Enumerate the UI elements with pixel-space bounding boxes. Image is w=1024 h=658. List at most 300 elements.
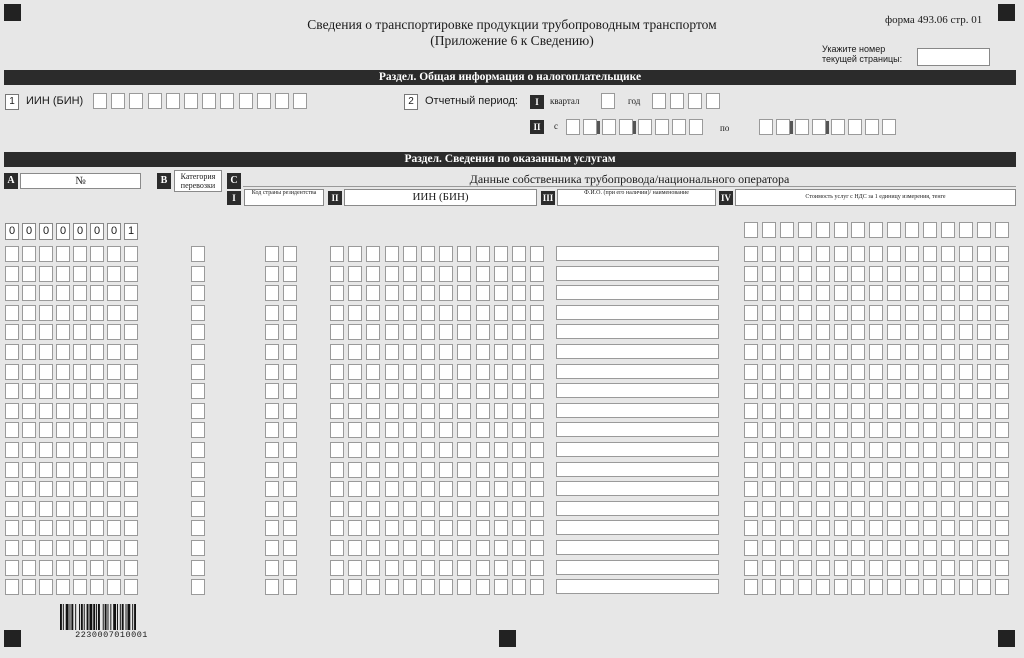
row-number-cell[interactable] xyxy=(124,285,138,301)
owner-iin-cell[interactable] xyxy=(385,520,399,536)
service-cost-digit-cell[interactable] xyxy=(959,383,973,399)
owner-iin-cell[interactable] xyxy=(421,579,435,595)
row-number-cell[interactable] xyxy=(90,501,104,517)
row-number-cell[interactable] xyxy=(22,305,36,321)
owner-iin-cell[interactable] xyxy=(457,266,471,282)
owner-iin-cell[interactable] xyxy=(457,285,471,301)
owner-iin-cell[interactable] xyxy=(512,422,526,438)
owner-name-field[interactable] xyxy=(556,344,719,359)
row-number-cell[interactable] xyxy=(22,560,36,576)
service-cost-digit-cell[interactable] xyxy=(977,246,991,262)
row-number-cell[interactable] xyxy=(90,540,104,556)
owner-iin-cell[interactable] xyxy=(348,344,362,360)
service-cost-digit-cell[interactable] xyxy=(905,560,919,576)
transport-category-cell[interactable] xyxy=(191,520,205,536)
owner-name-field[interactable] xyxy=(556,462,719,477)
service-cost-digit-cell[interactable] xyxy=(977,540,991,556)
row-number-cell[interactable] xyxy=(90,422,104,438)
owner-iin-cell[interactable] xyxy=(403,344,417,360)
service-cost-digit-cell[interactable] xyxy=(977,442,991,458)
service-cost-digit-cell[interactable] xyxy=(744,266,758,282)
service-cost-digit-cell[interactable] xyxy=(762,305,776,321)
service-cost-digit-cell[interactable] xyxy=(887,481,901,497)
owner-iin-cell[interactable] xyxy=(330,305,344,321)
owner-iin-cell[interactable] xyxy=(421,442,435,458)
service-cost-digit-cell[interactable] xyxy=(995,324,1009,340)
service-cost-digit-cell[interactable] xyxy=(923,540,937,556)
service-cost-digit-cell[interactable] xyxy=(798,520,812,536)
service-cost-digit-cell[interactable] xyxy=(959,246,973,262)
owner-iin-cell[interactable] xyxy=(348,364,362,380)
service-cost-digit-cell[interactable] xyxy=(959,579,973,595)
transport-category-cell[interactable] xyxy=(191,442,205,458)
row-number-cell[interactable] xyxy=(39,305,53,321)
row-number-cell[interactable] xyxy=(73,324,87,340)
service-cost-digit-cell[interactable] xyxy=(905,579,919,595)
owner-iin-cell[interactable] xyxy=(494,560,508,576)
year-digit-cell[interactable] xyxy=(688,93,702,109)
service-cost-digit-cell[interactable] xyxy=(923,383,937,399)
row-number-cell[interactable] xyxy=(5,579,19,595)
owner-name-field[interactable] xyxy=(556,383,719,398)
owner-iin-cell[interactable] xyxy=(457,364,471,380)
owner-iin-cell[interactable] xyxy=(330,403,344,419)
period-to-digit-cell[interactable] xyxy=(848,119,862,135)
row-number-cell[interactable] xyxy=(5,481,19,497)
row-number-cell[interactable] xyxy=(39,462,53,478)
row-number-cell[interactable] xyxy=(22,266,36,282)
owner-iin-cell[interactable] xyxy=(366,462,380,478)
service-cost-digit-cell[interactable] xyxy=(816,560,830,576)
service-cost-digit-cell[interactable] xyxy=(834,383,848,399)
service-cost-digit-cell[interactable] xyxy=(923,266,937,282)
row-number-cell[interactable] xyxy=(107,422,121,438)
owner-iin-cell[interactable] xyxy=(403,324,417,340)
service-cost-digit-cell[interactable] xyxy=(959,222,973,238)
row-number-cell[interactable] xyxy=(22,520,36,536)
service-cost-digit-cell[interactable] xyxy=(977,403,991,419)
owner-iin-cell[interactable] xyxy=(385,324,399,340)
transport-category-cell[interactable] xyxy=(191,383,205,399)
owner-iin-cell[interactable] xyxy=(330,246,344,262)
service-cost-digit-cell[interactable] xyxy=(887,324,901,340)
row-number-cell[interactable] xyxy=(73,442,87,458)
service-cost-digit-cell[interactable] xyxy=(762,462,776,478)
country-code-cell[interactable] xyxy=(265,324,279,340)
country-code-cell[interactable] xyxy=(265,579,279,595)
country-code-cell[interactable] xyxy=(283,560,297,576)
service-cost-digit-cell[interactable] xyxy=(816,481,830,497)
service-cost-digit-cell[interactable] xyxy=(834,266,848,282)
service-cost-digit-cell[interactable] xyxy=(780,222,794,238)
owner-iin-cell[interactable] xyxy=(385,501,399,517)
service-cost-digit-cell[interactable] xyxy=(744,520,758,536)
owner-iin-cell[interactable] xyxy=(366,344,380,360)
row-number-cell[interactable] xyxy=(39,344,53,360)
owner-iin-cell[interactable] xyxy=(385,560,399,576)
service-cost-digit-cell[interactable] xyxy=(869,520,883,536)
owner-iin-cell[interactable] xyxy=(476,403,490,419)
row-number-cell[interactable] xyxy=(56,246,70,262)
owner-iin-cell[interactable] xyxy=(421,462,435,478)
row-number-cell[interactable] xyxy=(90,324,104,340)
transport-category-cell[interactable] xyxy=(191,579,205,595)
service-cost-digit-cell[interactable] xyxy=(744,540,758,556)
owner-iin-cell[interactable] xyxy=(421,540,435,556)
transport-category-cell[interactable] xyxy=(191,481,205,497)
service-cost-digit-cell[interactable] xyxy=(905,383,919,399)
row-number-cell[interactable] xyxy=(124,540,138,556)
owner-iin-cell[interactable] xyxy=(439,462,453,478)
owner-iin-cell[interactable] xyxy=(348,266,362,282)
row-number-cell[interactable] xyxy=(56,540,70,556)
owner-iin-cell[interactable] xyxy=(494,442,508,458)
service-cost-digit-cell[interactable] xyxy=(780,403,794,419)
service-cost-digit-cell[interactable] xyxy=(780,383,794,399)
service-cost-digit-cell[interactable] xyxy=(977,560,991,576)
service-cost-digit-cell[interactable] xyxy=(869,540,883,556)
service-cost-digit-cell[interactable] xyxy=(798,305,812,321)
service-cost-digit-cell[interactable] xyxy=(995,305,1009,321)
service-cost-digit-cell[interactable] xyxy=(816,324,830,340)
service-cost-digit-cell[interactable] xyxy=(816,422,830,438)
owner-name-field[interactable] xyxy=(556,501,719,516)
service-cost-digit-cell[interactable] xyxy=(941,383,955,399)
owner-iin-cell[interactable] xyxy=(512,403,526,419)
service-cost-digit-cell[interactable] xyxy=(798,540,812,556)
service-cost-digit-cell[interactable] xyxy=(941,246,955,262)
row-number-cell[interactable] xyxy=(73,246,87,262)
row-number-cell[interactable] xyxy=(90,305,104,321)
row-number-cell[interactable] xyxy=(56,442,70,458)
service-cost-digit-cell[interactable] xyxy=(834,520,848,536)
row-number-cell[interactable] xyxy=(5,462,19,478)
service-cost-digit-cell[interactable] xyxy=(744,501,758,517)
service-cost-digit-cell[interactable] xyxy=(995,364,1009,380)
service-cost-digit-cell[interactable] xyxy=(887,364,901,380)
service-cost-digit-cell[interactable] xyxy=(780,540,794,556)
owner-iin-cell[interactable] xyxy=(366,442,380,458)
owner-iin-cell[interactable] xyxy=(330,266,344,282)
owner-iin-cell[interactable] xyxy=(512,246,526,262)
service-cost-digit-cell[interactable] xyxy=(816,222,830,238)
owner-iin-cell[interactable] xyxy=(385,422,399,438)
service-cost-digit-cell[interactable] xyxy=(995,520,1009,536)
row-number-cell[interactable] xyxy=(39,579,53,595)
owner-iin-cell[interactable] xyxy=(366,540,380,556)
year-digit-cell[interactable] xyxy=(706,93,720,109)
service-cost-digit-cell[interactable] xyxy=(834,285,848,301)
country-code-cell[interactable] xyxy=(265,520,279,536)
owner-iin-cell[interactable] xyxy=(512,481,526,497)
year-digit-cell[interactable] xyxy=(670,93,684,109)
service-cost-digit-cell[interactable] xyxy=(744,403,758,419)
service-cost-digit-cell[interactable] xyxy=(959,560,973,576)
owner-iin-cell[interactable] xyxy=(330,442,344,458)
service-cost-digit-cell[interactable] xyxy=(905,285,919,301)
service-cost-digit-cell[interactable] xyxy=(780,344,794,360)
owner-iin-cell[interactable] xyxy=(512,520,526,536)
country-code-cell[interactable] xyxy=(283,364,297,380)
quarter-input[interactable] xyxy=(601,93,615,109)
row-number-cell[interactable] xyxy=(56,285,70,301)
row-number-cell[interactable] xyxy=(39,540,53,556)
owner-iin-cell[interactable] xyxy=(494,403,508,419)
row-number-cell[interactable] xyxy=(90,364,104,380)
row-number-cell[interactable] xyxy=(124,324,138,340)
service-cost-digit-cell[interactable] xyxy=(905,246,919,262)
service-cost-digit-cell[interactable] xyxy=(959,481,973,497)
owner-iin-cell[interactable] xyxy=(366,501,380,517)
service-cost-digit-cell[interactable] xyxy=(995,462,1009,478)
service-cost-digit-cell[interactable] xyxy=(869,481,883,497)
row-number-cell[interactable] xyxy=(56,579,70,595)
row-number-cell[interactable] xyxy=(22,344,36,360)
transport-category-cell[interactable] xyxy=(191,285,205,301)
service-cost-digit-cell[interactable] xyxy=(869,364,883,380)
owner-iin-cell[interactable] xyxy=(330,383,344,399)
owner-name-field[interactable] xyxy=(556,481,719,496)
service-cost-digit-cell[interactable] xyxy=(780,560,794,576)
service-cost-digit-cell[interactable] xyxy=(744,383,758,399)
row-number-cell[interactable] xyxy=(124,305,138,321)
row-number-cell[interactable] xyxy=(56,364,70,380)
iin-digit-cell[interactable] xyxy=(293,93,307,109)
owner-iin-cell[interactable] xyxy=(421,344,435,360)
owner-iin-cell[interactable] xyxy=(348,560,362,576)
service-cost-digit-cell[interactable] xyxy=(941,222,955,238)
service-cost-digit-cell[interactable] xyxy=(923,305,937,321)
service-cost-digit-cell[interactable] xyxy=(780,501,794,517)
service-cost-digit-cell[interactable] xyxy=(869,403,883,419)
service-cost-digit-cell[interactable] xyxy=(941,285,955,301)
service-cost-digit-cell[interactable] xyxy=(744,344,758,360)
owner-iin-cell[interactable] xyxy=(403,266,417,282)
service-cost-digit-cell[interactable] xyxy=(923,560,937,576)
period-from-digit-cell[interactable] xyxy=(689,119,703,135)
service-cost-digit-cell[interactable] xyxy=(905,462,919,478)
country-code-cell[interactable] xyxy=(283,422,297,438)
row-number-cell[interactable] xyxy=(56,344,70,360)
owner-name-field[interactable] xyxy=(556,422,719,437)
row-number-cell[interactable] xyxy=(73,266,87,282)
owner-iin-cell[interactable] xyxy=(530,520,544,536)
row-number-cell[interactable] xyxy=(73,364,87,380)
owner-iin-cell[interactable] xyxy=(457,422,471,438)
owner-iin-cell[interactable] xyxy=(439,579,453,595)
service-cost-digit-cell[interactable] xyxy=(995,285,1009,301)
owner-iin-cell[interactable] xyxy=(385,364,399,380)
service-cost-digit-cell[interactable] xyxy=(798,481,812,497)
page-number-input[interactable] xyxy=(917,48,990,66)
service-cost-digit-cell[interactable] xyxy=(923,462,937,478)
iin-digit-cell[interactable] xyxy=(129,93,143,109)
owner-iin-cell[interactable] xyxy=(403,579,417,595)
transport-category-cell[interactable] xyxy=(191,422,205,438)
service-cost-digit-cell[interactable] xyxy=(887,520,901,536)
owner-iin-cell[interactable] xyxy=(330,579,344,595)
row-number-cell[interactable] xyxy=(124,560,138,576)
owner-iin-cell[interactable] xyxy=(530,285,544,301)
row-number-cell[interactable] xyxy=(124,266,138,282)
country-code-cell[interactable] xyxy=(283,481,297,497)
row-number-cell[interactable] xyxy=(39,246,53,262)
owner-iin-cell[interactable] xyxy=(439,540,453,556)
row-number-cell[interactable] xyxy=(56,481,70,497)
owner-iin-cell[interactable] xyxy=(366,579,380,595)
owner-iin-cell[interactable] xyxy=(348,442,362,458)
service-cost-digit-cell[interactable] xyxy=(869,246,883,262)
service-cost-digit-cell[interactable] xyxy=(887,285,901,301)
row-number-cell[interactable] xyxy=(90,481,104,497)
owner-iin-cell[interactable] xyxy=(512,579,526,595)
owner-iin-cell[interactable] xyxy=(348,501,362,517)
period-to-digit-cell[interactable] xyxy=(882,119,896,135)
service-cost-digit-cell[interactable] xyxy=(923,364,937,380)
service-cost-digit-cell[interactable] xyxy=(923,285,937,301)
service-cost-digit-cell[interactable] xyxy=(959,364,973,380)
owner-iin-cell[interactable] xyxy=(476,422,490,438)
service-cost-digit-cell[interactable] xyxy=(816,266,830,282)
service-cost-digit-cell[interactable] xyxy=(959,305,973,321)
service-cost-digit-cell[interactable] xyxy=(780,266,794,282)
owner-iin-cell[interactable] xyxy=(457,324,471,340)
country-code-cell[interactable] xyxy=(265,540,279,556)
service-cost-digit-cell[interactable] xyxy=(762,540,776,556)
service-cost-digit-cell[interactable] xyxy=(977,285,991,301)
service-cost-digit-cell[interactable] xyxy=(905,403,919,419)
owner-iin-cell[interactable] xyxy=(512,462,526,478)
row-number-cell[interactable] xyxy=(5,246,19,262)
service-cost-digit-cell[interactable] xyxy=(959,403,973,419)
owner-iin-cell[interactable] xyxy=(530,305,544,321)
owner-iin-cell[interactable] xyxy=(403,422,417,438)
row-number-cell[interactable] xyxy=(56,383,70,399)
row-number-cell[interactable] xyxy=(124,579,138,595)
service-cost-digit-cell[interactable] xyxy=(923,222,937,238)
service-cost-digit-cell[interactable] xyxy=(923,481,937,497)
row-number-cell[interactable] xyxy=(22,501,36,517)
service-cost-digit-cell[interactable] xyxy=(905,501,919,517)
country-code-cell[interactable] xyxy=(283,520,297,536)
service-cost-digit-cell[interactable] xyxy=(780,364,794,380)
service-cost-digit-cell[interactable] xyxy=(780,462,794,478)
owner-iin-cell[interactable] xyxy=(512,540,526,556)
country-code-cell[interactable] xyxy=(265,462,279,478)
row-number-cell[interactable] xyxy=(73,462,87,478)
owner-iin-cell[interactable] xyxy=(494,501,508,517)
owner-iin-cell[interactable] xyxy=(476,344,490,360)
service-cost-digit-cell[interactable] xyxy=(798,579,812,595)
owner-iin-cell[interactable] xyxy=(403,462,417,478)
owner-iin-cell[interactable] xyxy=(421,285,435,301)
service-cost-digit-cell[interactable] xyxy=(905,305,919,321)
service-cost-digit-cell[interactable] xyxy=(744,364,758,380)
service-cost-digit-cell[interactable] xyxy=(744,324,758,340)
service-cost-digit-cell[interactable] xyxy=(816,501,830,517)
row-number-cell[interactable] xyxy=(107,403,121,419)
service-cost-digit-cell[interactable] xyxy=(977,266,991,282)
country-code-cell[interactable] xyxy=(283,285,297,301)
owner-iin-cell[interactable] xyxy=(530,246,544,262)
service-cost-digit-cell[interactable] xyxy=(762,222,776,238)
owner-iin-cell[interactable] xyxy=(512,383,526,399)
row-number-cell[interactable] xyxy=(90,520,104,536)
service-cost-digit-cell[interactable] xyxy=(851,364,865,380)
row-number-cell[interactable] xyxy=(5,540,19,556)
service-cost-digit-cell[interactable] xyxy=(851,540,865,556)
owner-iin-cell[interactable] xyxy=(421,305,435,321)
iin-digit-cell[interactable] xyxy=(202,93,216,109)
owner-iin-cell[interactable] xyxy=(348,246,362,262)
owner-iin-cell[interactable] xyxy=(403,364,417,380)
service-cost-digit-cell[interactable] xyxy=(834,222,848,238)
row-number-cell[interactable] xyxy=(107,501,121,517)
row-number-cell[interactable] xyxy=(56,422,70,438)
row-number-cell[interactable] xyxy=(39,501,53,517)
row-number-cell[interactable] xyxy=(5,422,19,438)
service-cost-digit-cell[interactable] xyxy=(959,324,973,340)
owner-iin-cell[interactable] xyxy=(512,285,526,301)
row-number-cell[interactable] xyxy=(5,285,19,301)
owner-iin-cell[interactable] xyxy=(385,442,399,458)
service-cost-digit-cell[interactable] xyxy=(941,305,955,321)
service-cost-digit-cell[interactable] xyxy=(780,246,794,262)
service-cost-digit-cell[interactable] xyxy=(816,462,830,478)
row-number-cell[interactable] xyxy=(39,364,53,380)
service-cost-digit-cell[interactable] xyxy=(995,222,1009,238)
service-cost-digit-cell[interactable] xyxy=(941,462,955,478)
service-cost-digit-cell[interactable] xyxy=(851,501,865,517)
service-cost-digit-cell[interactable] xyxy=(798,266,812,282)
owner-iin-cell[interactable] xyxy=(421,383,435,399)
service-cost-digit-cell[interactable] xyxy=(887,246,901,262)
owner-iin-cell[interactable] xyxy=(530,422,544,438)
row-number-cell[interactable] xyxy=(22,403,36,419)
service-cost-digit-cell[interactable] xyxy=(816,442,830,458)
service-cost-digit-cell[interactable] xyxy=(905,520,919,536)
owner-iin-cell[interactable] xyxy=(385,383,399,399)
owner-iin-cell[interactable] xyxy=(421,266,435,282)
service-cost-digit-cell[interactable] xyxy=(816,285,830,301)
row-number-cell[interactable] xyxy=(90,560,104,576)
service-cost-digit-cell[interactable] xyxy=(959,266,973,282)
service-cost-digit-cell[interactable] xyxy=(977,579,991,595)
service-cost-digit-cell[interactable] xyxy=(744,579,758,595)
service-cost-digit-cell[interactable] xyxy=(816,579,830,595)
owner-iin-cell[interactable] xyxy=(476,442,490,458)
owner-iin-cell[interactable] xyxy=(530,324,544,340)
service-cost-digit-cell[interactable] xyxy=(798,222,812,238)
owner-iin-cell[interactable] xyxy=(439,266,453,282)
row-number-cell[interactable] xyxy=(124,383,138,399)
owner-iin-cell[interactable] xyxy=(366,305,380,321)
service-cost-digit-cell[interactable] xyxy=(744,481,758,497)
country-code-cell[interactable] xyxy=(265,383,279,399)
service-cost-digit-cell[interactable] xyxy=(869,501,883,517)
row-number-cell[interactable] xyxy=(107,579,121,595)
owner-iin-cell[interactable] xyxy=(530,344,544,360)
period-from-digit-cell[interactable] xyxy=(672,119,686,135)
owner-iin-cell[interactable] xyxy=(439,344,453,360)
service-cost-digit-cell[interactable] xyxy=(851,305,865,321)
service-cost-digit-cell[interactable] xyxy=(762,422,776,438)
row-number-cell[interactable] xyxy=(124,442,138,458)
service-cost-digit-cell[interactable] xyxy=(851,422,865,438)
owner-iin-cell[interactable] xyxy=(439,285,453,301)
service-cost-digit-cell[interactable] xyxy=(851,403,865,419)
iin-digit-cell[interactable] xyxy=(166,93,180,109)
